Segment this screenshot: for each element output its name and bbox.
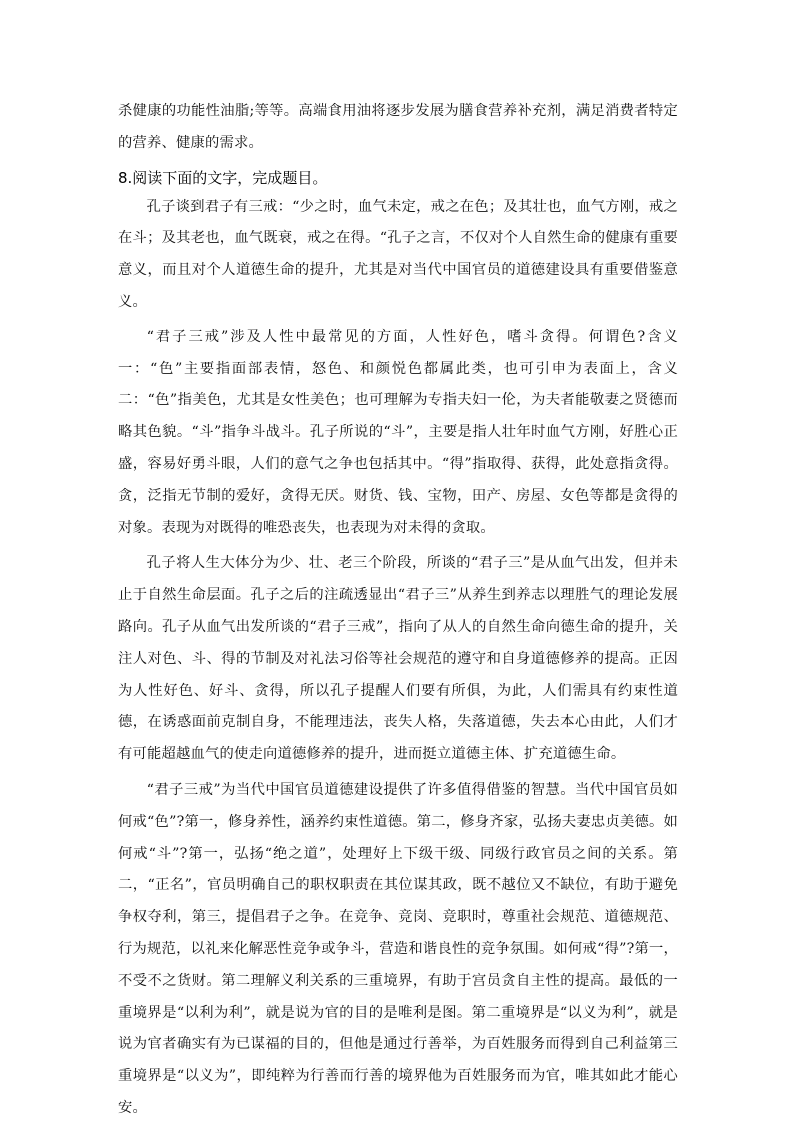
question-title: 8.阅读下面的文字，完成题目。 [118,168,328,187]
document-page [118,96,678,1125]
passage-paragraph-2: “君子三戒”涉及人性中最常见的方面，人性好色，嗜斗贪得。何谓色?含义一：“色”主要指面部表情，怒色、和颜悦色都属此类，也可引申为表面上，含义二：“色”指美色，尤其是女性美色；也可理解为专指夫妇一伦，为夫者能敬妻之贤德而略其色貌。“斗”指争斗战斗。孔子所说的“斗”，主要是指人壮年时血气方刚，好胜心正盛，容易好勇斗眼，人们的意气之争也包括其中。“得”指取得、获得，此处意指贪得。贪，泛指无节制的爱好，贪得无厌。财货、钱、宝物，田产、房屋、女色等都是贪得的对象。表现为对既得的唯恐丧失，也表现为对未得的贪取。 [118,328,678,536]
passage-paragraph-3: 孔子将人生大体分为少、壮、老三个阶段，所谈的“君子三”是从血气出发，但并未止于自然生命层面。孔子之后的注疏透显出“君子三”从养生到养志以理胜气的理论发展路向。孔子从血气出发所谈的“君子三戒”，指向了从人的自然生命向德生命的提升，关注人对色、斗、得的节制及对礼法习俗等社会规范的遵守和自身道德修养的提高。正因为人性好色、好斗、贪得，所以孔子提醒人们要有所俱，为此，人们需具有约束性道德，在诱惑面前克制自身，不能理违法，丧失人格，失落道德，失去本心由此，人们才有可能超越血气的使走向道德修养的提升，进而挺立道德主体、扩充道德生命。 [118,555,678,763]
passage-paragraph-4: “君子三戒”为当代中国官员道德建设提供了许多值得借鉴的智慧。当代中国官员如何戒“色”?第一，修身养性，涵养约束性道德。第二，修身齐家，弘扬夫妻忠贞美德。如何戒“斗”?第一，弘扬“绝之道”，处理好上下级干级、同级行政官员之间的关系。第二，“正名”，官员明确自己的职权职责在其位谋其政，既不越位又不缺位，有助于避免争权夺利，第三，提倡君子之争。在竞争、竞岗、竞职时，尊重社会规范、道德规范、行为规范，以礼来化解恶性竞争或争斗，营造和谐良性的竞争氛围。如何戒“得”?第一，不受不之货财。第二理解义利关系的三重境界，有助于宫员贪自主性的提高。最低的一重境界是“以利为利”，就是说为官的目的是唯利是图。第二重境界是“以义为利”，就是说为官者确实有为已谋福的目的，但他是通过行善举，为百姓服务而得到自己利益第三重境界是“以义为”，即纯粹为行善而行善的境界他为百姓服务而为官，唯其如此才能心安。 [118,781,678,1116]
intro-paragraph: 杀健康的功能性油脂;等等。高端食用油将逐步发展为膳食营养补充剂，满足消费者特定的营养、健康的需求。 [118,103,678,151]
passage-paragraph-1: 孔子谈到君子有三戒：“少之时，血气未定，戒之在色；及其壮也，血气方刚，戒之在斗；及其老也，血气既衰，戒之在得。“孔子之言，不仅对个人自然生命的健康有重要意义，而且对个人道德生命的提升，尤其是对当代中国官员的道德建设具有重要借鉴意义。 [118,198,678,310]
